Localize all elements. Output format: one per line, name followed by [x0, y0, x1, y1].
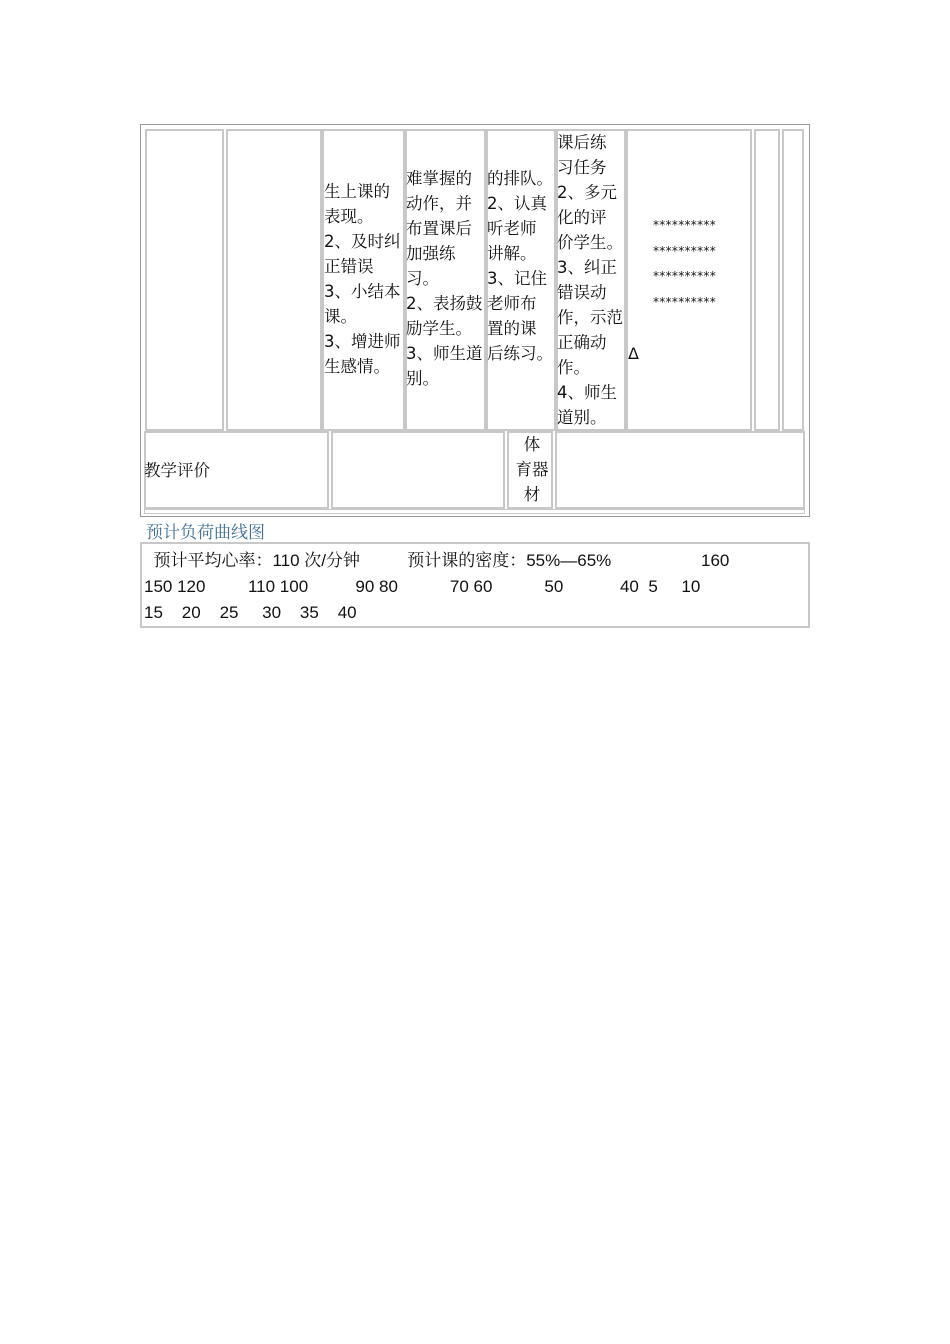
tasks-text: 课后练 习任务 2、多元 化的评 价学生。 3、纠正 错误动 作，示范 正确动 作。 4、师生 道别。 [557, 133, 623, 427]
teacher-position-marker: Δ [628, 344, 639, 363]
time-scale: 15 20 25 30 35 40 [144, 603, 357, 622]
formation-diagram [653, 213, 716, 315]
load-curve-caption: 预计负荷曲线图 [146, 523, 265, 543]
equipment-content-cell [555, 431, 805, 509]
load-summary-line: 预计平均心率：110 次/分钟 预计课的密度：55%—65% 160 [144, 551, 730, 570]
heart-rate-scale: 150 120 110 100 90 80 70 60 50 40 5 10 [144, 577, 701, 596]
table-bottom-strip [144, 509, 805, 514]
table-cell [145, 129, 224, 431]
table-cell [226, 129, 322, 431]
table-cell [754, 129, 780, 431]
load-curve-box [140, 542, 810, 628]
evaluation-content-cell [331, 431, 505, 509]
formation-row: ********** [653, 218, 716, 232]
formation-row: ********** [653, 269, 716, 283]
formation-row: ********** [653, 243, 716, 258]
evaluation-label: 教学评价 [144, 461, 210, 480]
formation-row: ********** [653, 294, 716, 309]
lesson-plan-table [140, 124, 810, 517]
equipment-label: 体 育器 材 [515, 435, 549, 504]
table-cell [782, 129, 804, 431]
student-activity-text: 的排队。 2、认真 听老师 讲解。 3、记住 老师布 置的课 后练习。 [487, 169, 553, 363]
teacher-activity-text: 生上课的 表现。 2、及时纠 正错误 3、小结本 课。 3、增进师 生感情。 [324, 182, 401, 376]
teacher-guidance-text: 难掌握的 动作，并 布置课后 加强练 习。 2、表扬鼓 励学生。 3、师生道 别。 [406, 169, 483, 388]
